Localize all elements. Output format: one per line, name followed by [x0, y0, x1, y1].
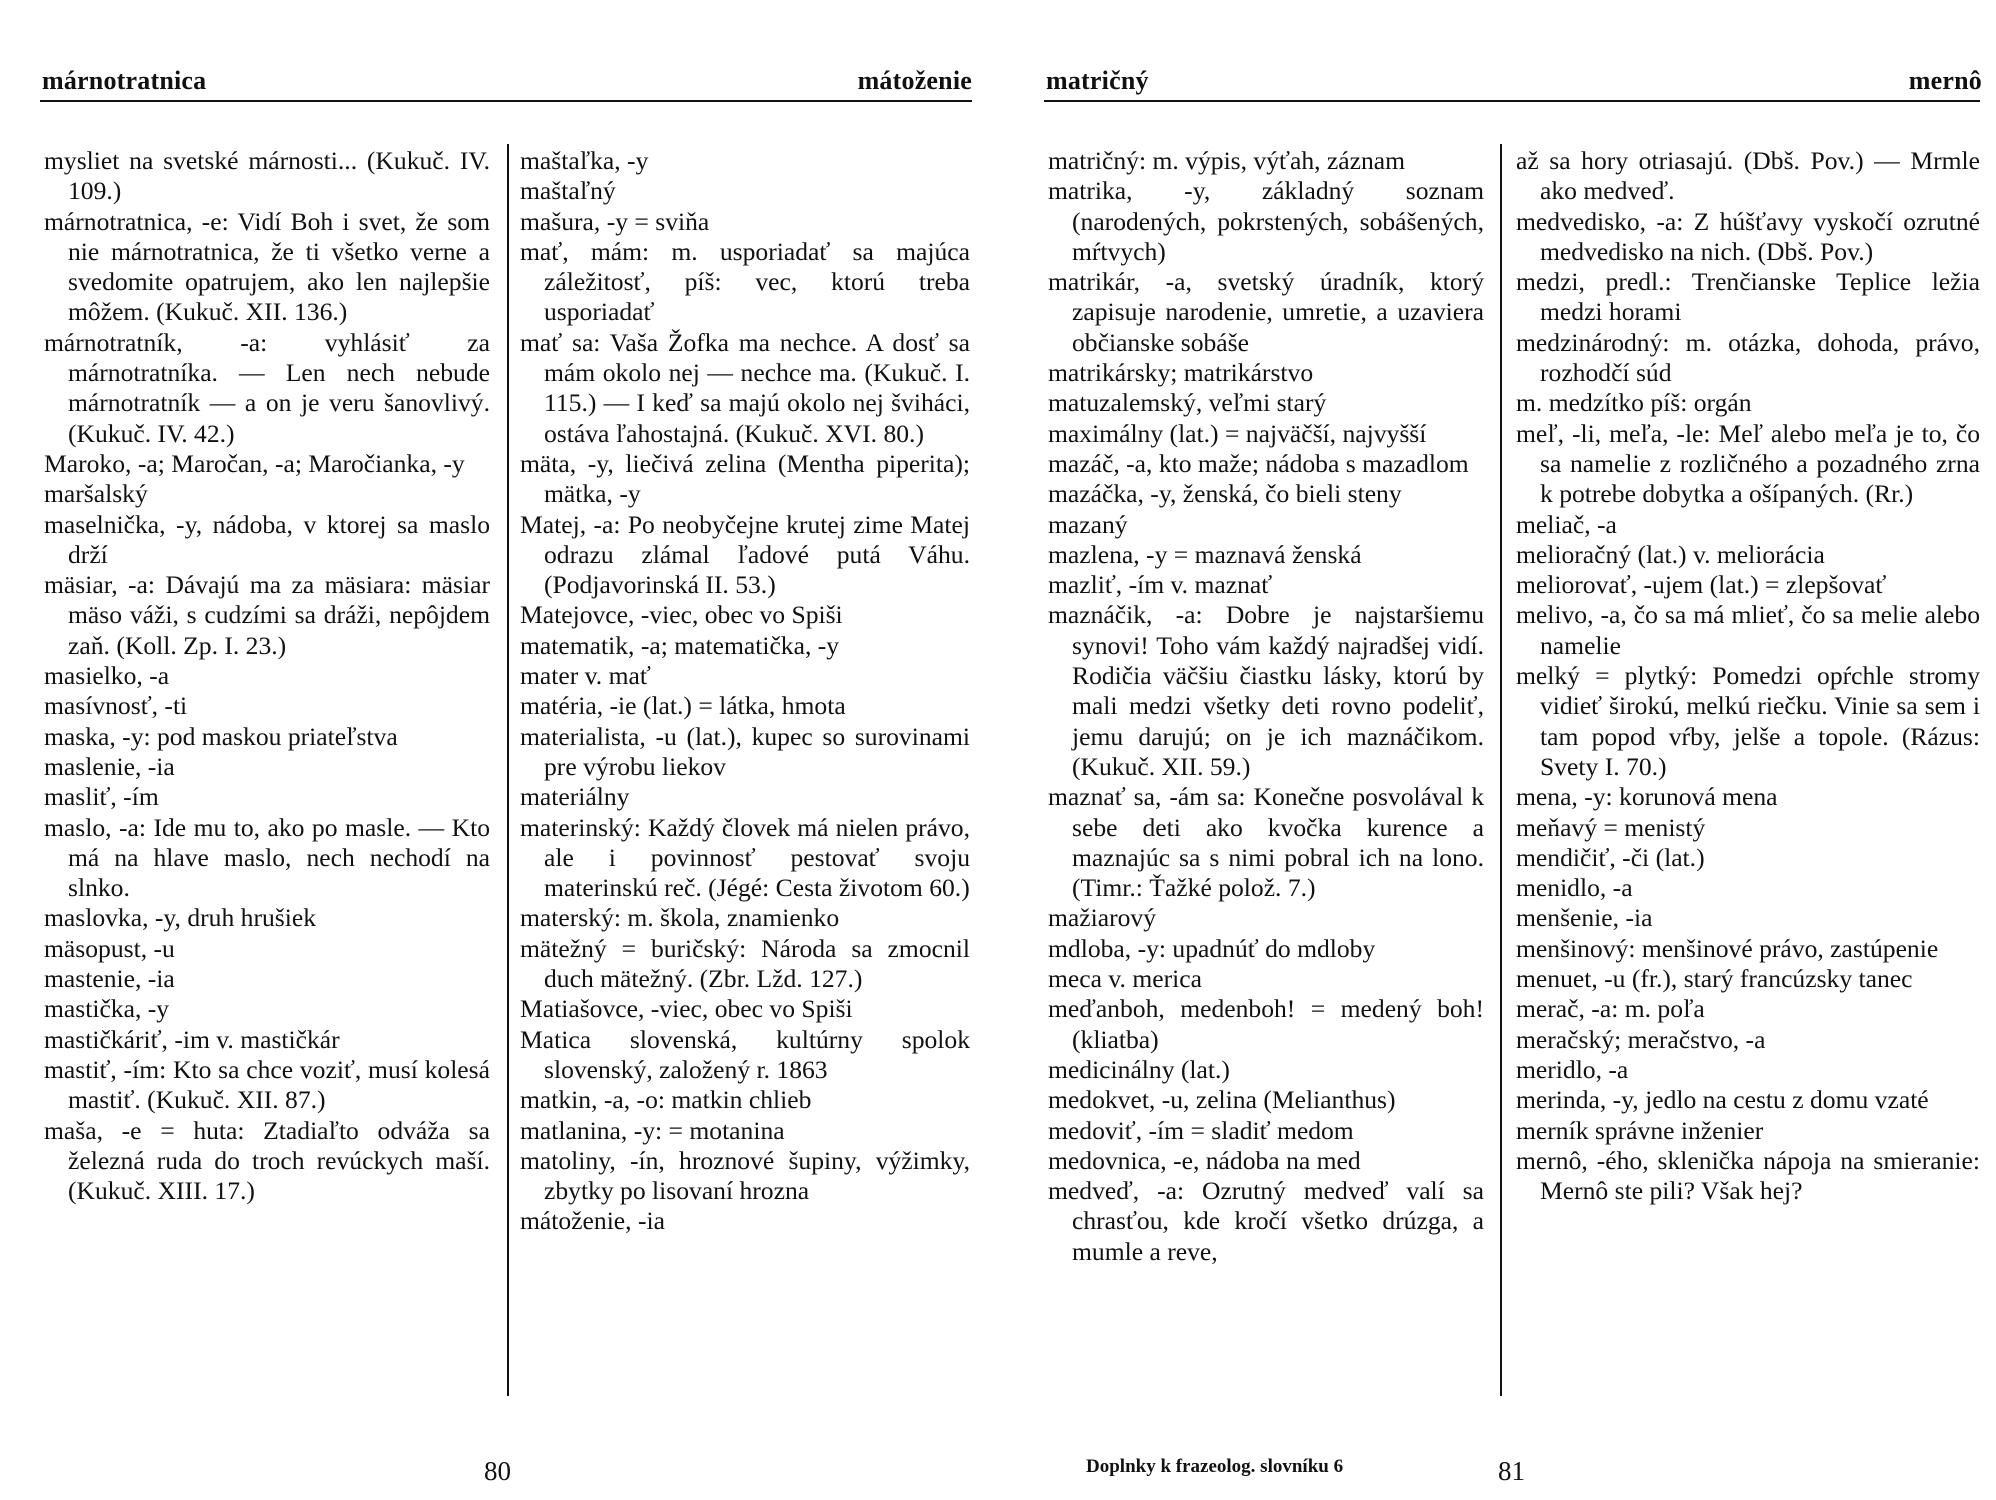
- dictionary-entry: masívnosť, -ti: [44, 691, 188, 721]
- dictionary-entry: Matejovce, -viec, obec vo Spiši: [520, 600, 843, 630]
- dictionary-entry: mazáč, -a, kto maže; nádoba s mazadlom: [1048, 448, 1469, 478]
- column-divider: [507, 144, 509, 1396]
- dictionary-entry: márnotratnica, -e: Vidí Boh i svet, že som nie márnotratnica, že ti všetko verne a svedomite opatrujem, ako len najlepšie môžem. (Kukuč. XII. 136.): [44, 206, 490, 327]
- dictionary-entry: mdloba, -y: upadnúť do mdloby: [1048, 933, 1376, 963]
- dictionary-entry: melivo, -a, čo sa má mlieť, čo sa melie alebo namelie: [1516, 600, 1980, 660]
- dictionary-entry: mazlena, -y = maznavá ženská: [1048, 539, 1362, 569]
- dictionary-entry: Matej, -a: Po neobyčejne krutej zime Matej odrazu zlámal ľadové putá Váhu. (Podjavorinská II. 53.): [520, 509, 970, 600]
- dictionary-entry: materský: m. škola, znamienko: [520, 903, 840, 933]
- running-head-right: mernô: [1908, 66, 1982, 95]
- dictionary-entry: medvedisko, -a: Z húšťavy vyskočí ozrutné medvedisko na nich. (Dbš. Pov.): [1516, 206, 1980, 266]
- dictionary-entry: meračský; meračstvo, -a: [1516, 1024, 1766, 1054]
- dictionary-entry: márnotratník, -a: vyhlásiť za márnotratníka. — Len nech nebude márnotratník — a on je veru šanovlivý. (Kukuč. IV. 42.): [44, 327, 490, 448]
- dictionary-entry: matričný: m. výpis, výťah, záznam: [1048, 146, 1406, 175]
- dictionary-entry: meňavý = menistý: [1516, 812, 1706, 842]
- dictionary-entry: medoviť, -ím = sladiť medom: [1048, 1115, 1354, 1145]
- dictionary-entry: maska, -y: pod maskou priateľstva: [44, 721, 398, 751]
- page-number: 81: [1498, 1456, 1525, 1486]
- right-page-column-1: [1048, 146, 1484, 1267]
- dictionary-entry: materinský: Každý človek má nielen právo, ale i povinnosť pestovať svoju materinskú reč. (Jégé: Cesta životom 60.): [520, 812, 970, 903]
- dictionary-entry: maximálny (lat.) = najväčší, najvyšší: [1048, 418, 1427, 448]
- running-head-left: márnotratnica: [42, 66, 207, 95]
- dictionary-entry: masielko, -a: [44, 661, 170, 691]
- dictionary-entry: melioračný (lat.) v. meliorácia: [1516, 539, 1825, 569]
- dictionary-entry: maznáčik, -a: Dobre je najstaršiemu synovi! Toho vám každý najradšej vidí. Rodičia väčšiu čiastku lásky, ktorú by mali medzi všetky deti rovno podeliť, jemu darujú; on je ich maznáčikom. (Kukuč. XII. 59.): [1048, 600, 1484, 781]
- dictionary-entry: matoliny, -ín, hroznové šupiny, výžimky, zbytky po lisovaní hrozna: [520, 1145, 970, 1206]
- dictionary-entry: mernô, -ého, sklenička nápoja na smieranie: Mernô ste pili? Však hej?: [1516, 1145, 1980, 1206]
- running-head-left: matričný: [1046, 66, 1149, 95]
- dictionary-entry: medokvet, -u, zelina (Melianthus): [1048, 1085, 1396, 1115]
- dictionary-entry: mažiarový: [1048, 903, 1157, 933]
- dictionary-entry: mater v. mať: [520, 661, 651, 691]
- dictionary-entry: masliť, -ím: [44, 782, 159, 812]
- dictionary-entry: medovnica, -e, nádoba na med: [1048, 1145, 1361, 1175]
- dictionary-entry: materiálny: [520, 782, 630, 812]
- page-number: 80: [484, 1456, 511, 1486]
- dictionary-entry: matematik, -a; matematička, -y: [520, 630, 840, 660]
- dictionary-entry: mať, mám: m. usporiadať sa majúca záležitosť, píš: vec, ktorú treba usporiadať: [520, 236, 970, 327]
- dictionary-entry: matrikársky; matrikárstvo: [1048, 358, 1314, 388]
- dictionary-entry: maštaľný: [520, 176, 616, 206]
- dictionary-entry: matkin, -a, -o: matkin chlieb: [520, 1085, 812, 1115]
- dictionary-entry: meliorovať, -ujem (lat.) = zlepšovať: [1516, 570, 1887, 600]
- dictionary-entry: merinda, -y, jedlo na cestu z domu vzaté: [1516, 1085, 1929, 1115]
- dictionary-entry: meďanboh, medenboh! = medený boh! (kliatba): [1048, 994, 1484, 1054]
- dictionary-entry: meliač, -a: [1516, 509, 1617, 539]
- dictionary-entry: maslovka, -y, druh hrušiek: [44, 903, 316, 933]
- dictionary-entry: mastičkáriť, -im v. mastičkár: [44, 1024, 340, 1054]
- dictionary-entry: medicinálny (lat.): [1048, 1054, 1230, 1084]
- dictionary-entry: mäta, -y, liečivá zelina (Mentha piperita); mätka, -y: [520, 448, 970, 509]
- left-page-column-2: [520, 146, 970, 1237]
- dictionary-entry: meridlo, -a: [1516, 1054, 1629, 1084]
- dictionary-entry: mazliť, -ím v. maznať: [1048, 570, 1273, 600]
- dictionary-entry: maša, -e = huta: Ztadiaľto odváža sa železná ruda do troch revúckych maší. (Kukuč. XIII. 17.): [44, 1115, 490, 1206]
- dictionary-entry: až sa hory otriasajú. (Dbš. Pov.) — Mrmle ako medveď.: [1516, 146, 1980, 206]
- dictionary-entry: mazáčka, -y, ženská, čo bieli steny: [1048, 479, 1402, 509]
- dictionary-entry: maznať sa, -ám sa: Konečne posvolával k sebe deti ako kvočka kurence a maznajúc sa s nimi pobral ich na lono. (Timr.: Ťažké polož. 7.): [1048, 782, 1484, 903]
- dictionary-entry: medveď, -a: Ozrutný medveď valí sa chrasťou, kde kročí všetko drúzga, a mumle a reve,: [1048, 1176, 1484, 1266]
- running-head-right: mátoženie: [857, 66, 972, 95]
- dictionary-entry: mena, -y: korunová mena: [1516, 782, 1778, 812]
- dictionary-entry: Maroko, -a; Maročan, -a; Maročianka, -y: [44, 448, 465, 478]
- dictionary-entry: mastenie, -ia: [44, 964, 175, 994]
- right-page: [998, 0, 1996, 1500]
- dictionary-entry: matuzalemský, veľmi starý: [1048, 388, 1327, 418]
- dictionary-entry: merník správne inženier: [1516, 1115, 1764, 1145]
- dictionary-entry: m. medzítko píš: orgán: [1516, 388, 1752, 418]
- dictionary-entry: menšinový: menšinové právo, zastúpenie: [1516, 933, 1939, 963]
- dictionary-entry: maršalský: [44, 479, 148, 509]
- header-rule: [1044, 100, 1980, 102]
- dictionary-entry: mať sa: Vaša Žofka ma nechce. A dosť sa mám okolo nej — nechce ma. (Kukuč. I. 115.) — I keď sa majú okolo nej šviháci, ostáva ľahostajná. (Kukuč. XVI. 80.): [520, 327, 970, 448]
- dictionary-entry: Matica slovenská, kultúrny spolok slovenský, založený r. 1863: [520, 1024, 970, 1084]
- dictionary-entry: meľ, -li, meľa, -le: Meľ alebo meľa je to, čo sa namelie z rozličného a pozadného zrna k potrebe dobytka a ošípaných. (Rr.): [1516, 418, 1980, 509]
- right-page-column-2: [1516, 146, 1980, 1206]
- dictionary-entry: medzinárodný: m. otázka, dohoda, právo, rozhodčí súd: [1516, 327, 1980, 388]
- dictionary-entry: mastička, -y: [44, 994, 170, 1024]
- dictionary-entry: merač, -a: m. poľa: [1516, 994, 1705, 1024]
- header-rule: [40, 100, 972, 102]
- dictionary-entry: meca v. merica: [1048, 964, 1202, 994]
- dictionary-entry: medzi, predl.: Trenčianske Teplice ležia medzi horami: [1516, 267, 1980, 327]
- dictionary-entry: materialista, -u (lat.), kupec so surovinami pre výrobu liekov: [520, 721, 970, 781]
- dictionary-entry: matrikár, -a, svetský úradník, ktorý zapisuje narodenie, umretie, a uzaviera občianske sobáše: [1048, 267, 1484, 357]
- dictionary-entry: mastiť, -ím: Kto sa chce voziť, musí kolesá mastiť. (Kukuč. XII. 87.): [44, 1054, 490, 1115]
- dictionary-entry: matlanina, -y: = motanina: [520, 1115, 785, 1145]
- dictionary-entry: maslo, -a: Ide mu to, ako po masle. — Kto má na hlave maslo, nech nechodí na slnko.: [44, 812, 490, 903]
- dictionary-entry: mäsiar, -a: Dávajú ma za mäsiara: mäsiar mäso váži, s cudzími sa dráži, nepôjdem zaň. (Koll. Zp. I. 23.): [44, 570, 490, 660]
- dictionary-entry: melký = plytký: Pomedzi opŕchle stromy vidieť širokú, melkú riečku. Vinie sa sem i tam popod vŕby, jelše a topole. (Rázus: Svety I. 70.): [1516, 661, 1980, 781]
- dictionary-entry: menšenie, -ia: [1516, 903, 1653, 933]
- dictionary-entry: mašura, -y = sviňa: [520, 206, 710, 236]
- dictionary-entry: mendičiť, -či (lat.): [1516, 842, 1705, 872]
- dictionary-entry: menidlo, -a: [1516, 873, 1633, 903]
- dictionary-entry: matrika, -y, základný soznam (narodených, pokrstených, sobášených, mŕtvych): [1048, 176, 1484, 266]
- left-page-column-1: [44, 146, 490, 1206]
- dictionary-entry: mátoženie, -ia: [520, 1206, 665, 1236]
- dictionary-entry: mysliet na svetské márnosti... (Kukuč. IV. 109.): [44, 146, 490, 206]
- dictionary-entry: mazaný: [1048, 509, 1128, 539]
- column-divider: [1500, 144, 1502, 1396]
- dictionary-entry: mätežný = buričský: Národa sa zmocnil duch mätežný. (Zbr. Lžd. 127.): [520, 933, 970, 994]
- dictionary-entry: maslenie, -ia: [44, 751, 175, 781]
- dictionary-entry: Matiašovce, -viec, obec vo Spiši: [520, 994, 853, 1024]
- dictionary-entry: maselnička, -y, nádoba, v ktorej sa maslo drží: [44, 509, 490, 569]
- dictionary-entry: mäsopust, -u: [44, 933, 175, 963]
- signature-mark: Doplnky k frazeolog. slovníku 6: [1086, 1456, 1344, 1477]
- dictionary-entry: menuet, -u (fr.), starý francúzsky tanec: [1516, 964, 1913, 994]
- dictionary-entry: matéria, -ie (lat.) = látka, hmota: [520, 691, 846, 721]
- dictionary-entry: maštaľka, -y: [520, 146, 649, 175]
